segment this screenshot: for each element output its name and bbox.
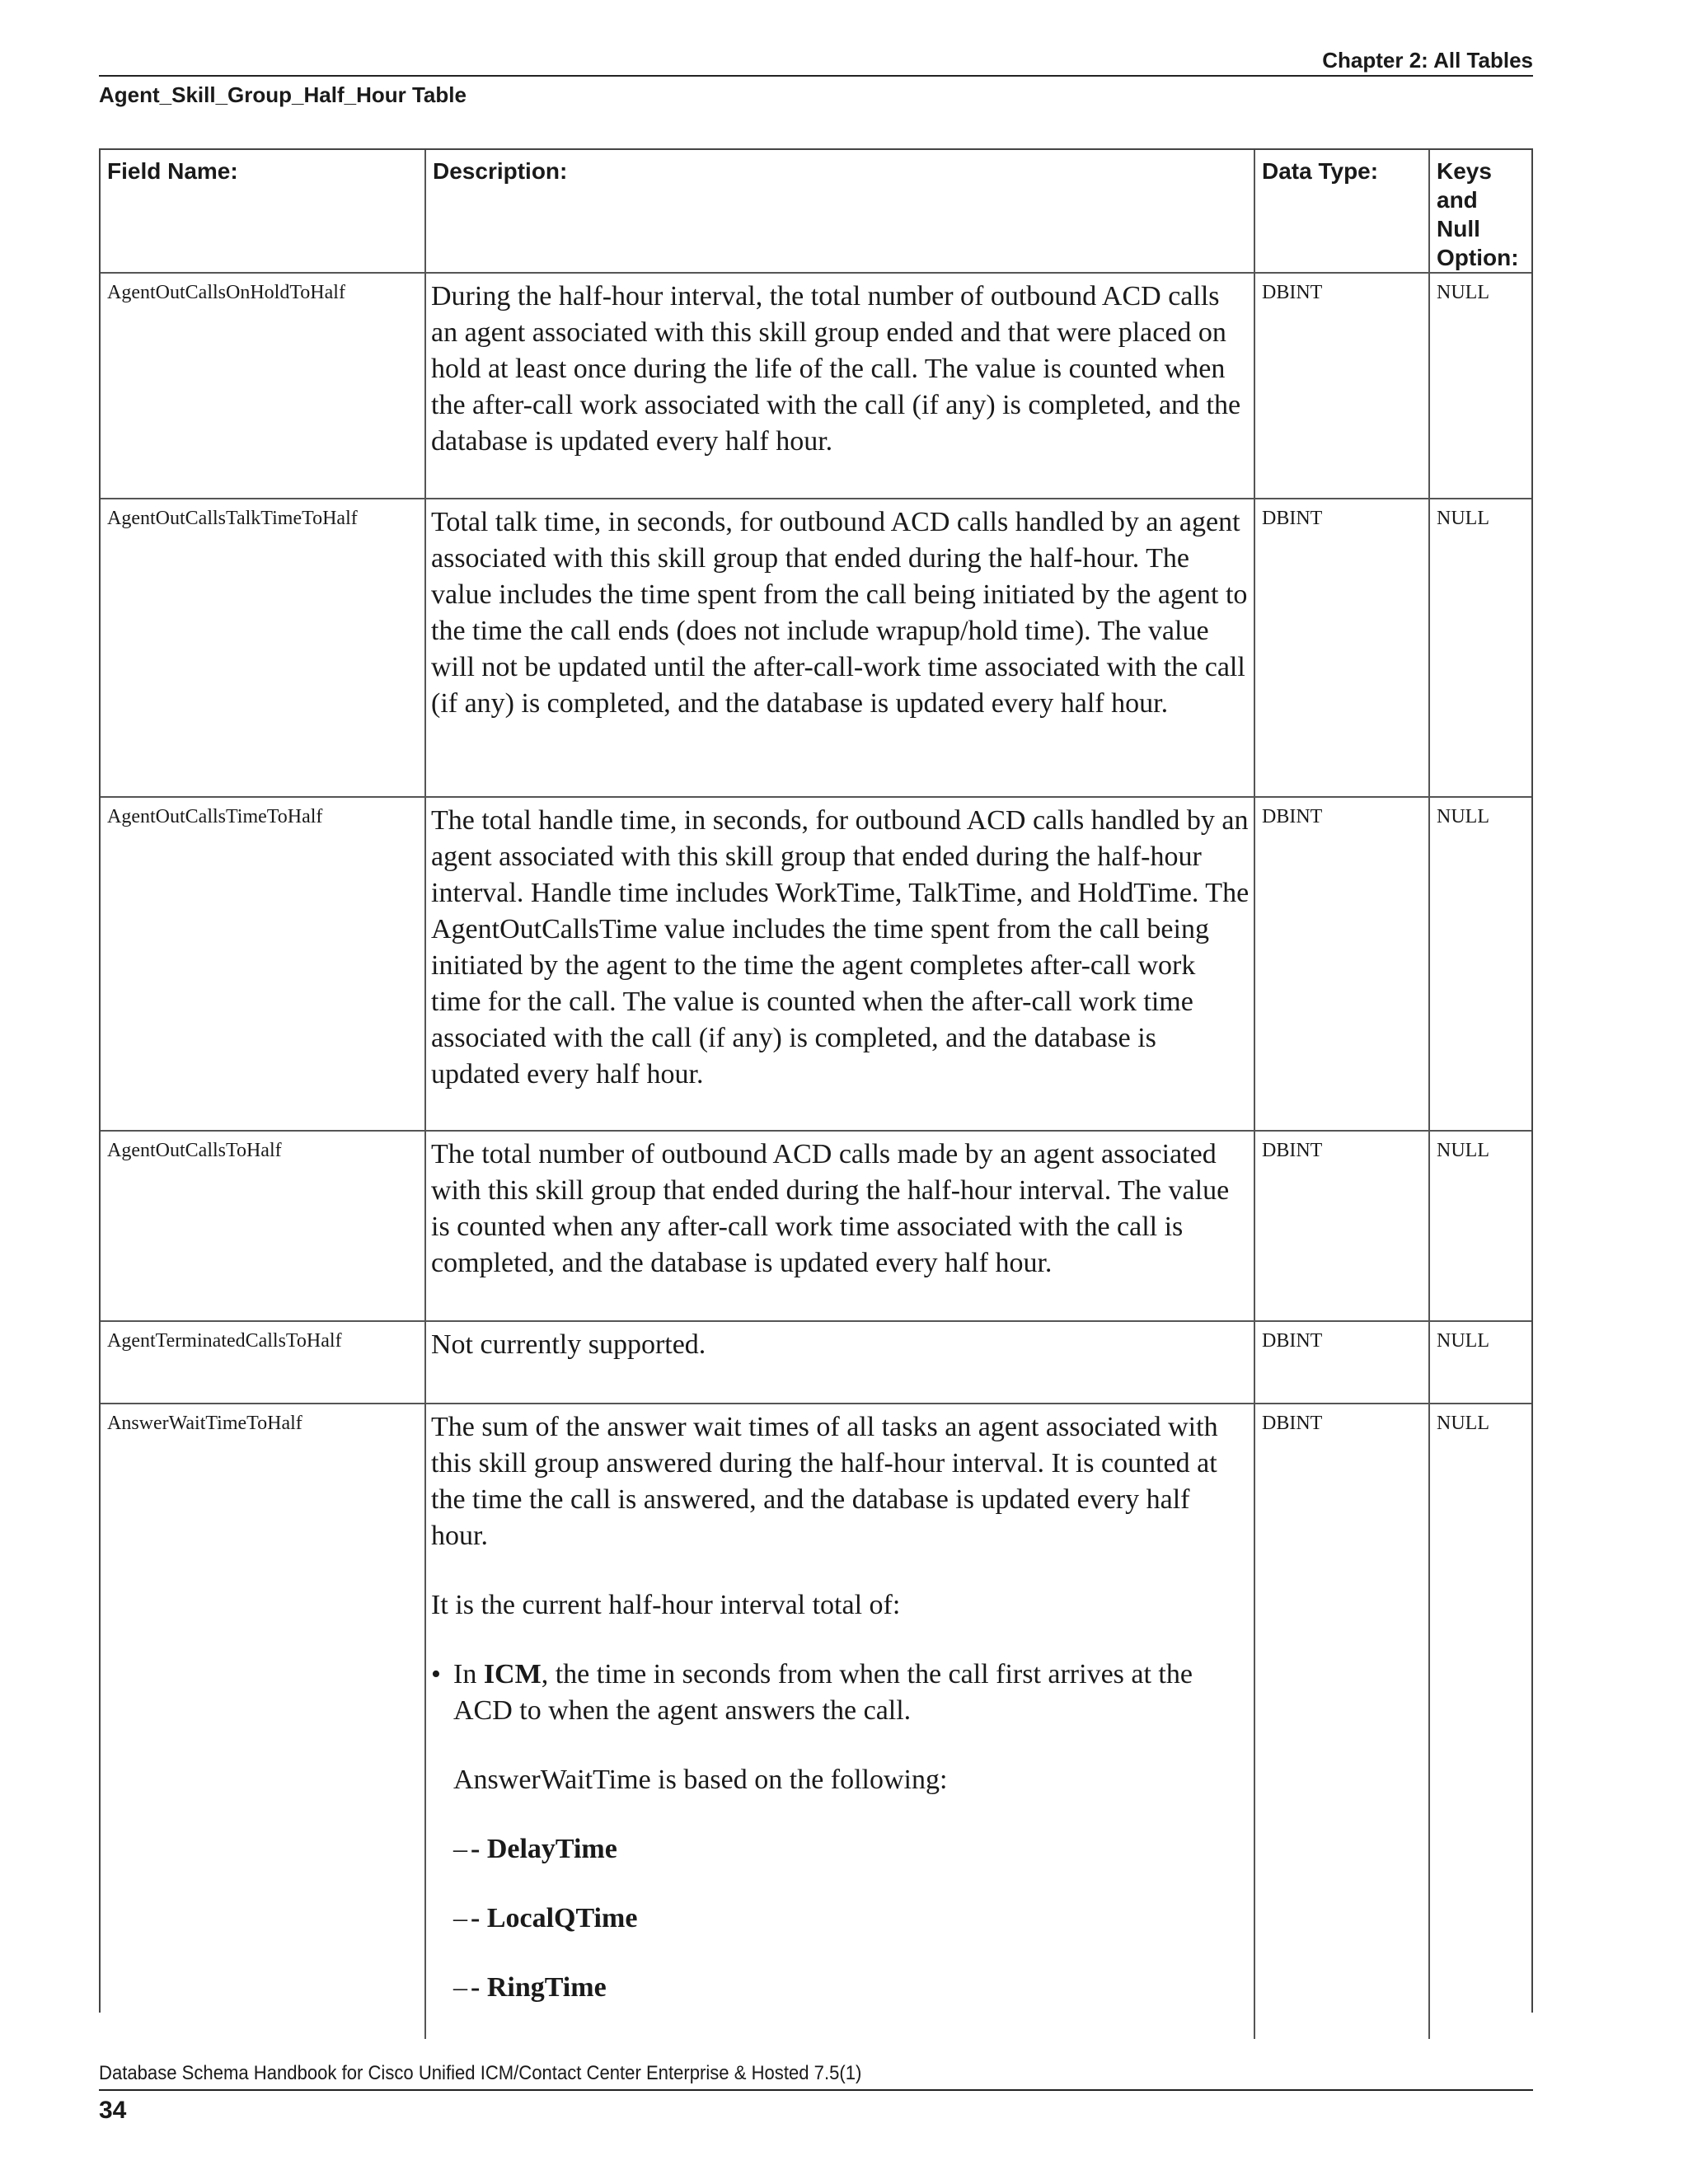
table-header-row bbox=[101, 150, 1531, 273]
description-cell: Not currently supported. bbox=[425, 1321, 1254, 1404]
description-cell: During the half-hour interval, the total number of outbound ACD calls an agent associated with this skill group ended and that were placed on hold at least once during the life of the call. The value is counted when the after-call work associated with the call (if any) is completed, and the database is updated every half hour. bbox=[425, 273, 1254, 499]
keys-cell: NULL bbox=[1429, 1131, 1531, 1321]
table-row bbox=[101, 1321, 1531, 1404]
bullet-term: ICM bbox=[483, 1659, 542, 1690]
field-table bbox=[99, 148, 1533, 2013]
description-cell: Total talk time, in seconds, for outbound ACD calls handled by an agent associated with this skill group that ended during the half-hour. The value includes the time spent from the call being initiated by the agent to the time the call ends (does not include wrapup/hold time). The value will not be updated until the after-call-work time associated with the call (if any) is completed, and the database is updated every half hour. bbox=[425, 499, 1254, 797]
description-paragraph: The sum of the answer wait times of all tasks an agent associated with this skill group answered during the half-hour interval. It is counted at the time the call is answered, and the database is updated every half hour. bbox=[431, 1412, 1218, 1551]
description-cell: The total handle time, in seconds, for outbound ACD calls handled by an agent associated with this skill group that ended during the half-hour interval. Handle time includes WorkTime, TalkTime, and HoldTime. The AgentOutCallsTime value includes the time spent from the call being initiated by the agent to the time the agent completes after-call work time for the call. The value is counted when the after-call work time associated with the call (if any) is completed, and the database is updated every half hour. bbox=[425, 797, 1254, 1131]
dash-icon: – bbox=[453, 1972, 467, 2003]
column-header-keys: Keys and Null Option: bbox=[1429, 150, 1531, 273]
keys-cell: NULL bbox=[1429, 1404, 1531, 2039]
column-header-data-type: Data Type: bbox=[1254, 150, 1429, 273]
dash-item bbox=[453, 1970, 1250, 2006]
data-type-cell: DBINT bbox=[1254, 1131, 1429, 1321]
field-name-cell: AnswerWaitTimeToHalf bbox=[107, 1413, 302, 1434]
footer-book-title: Database Schema Handbook for Cisco Unified ICM/Contact Center Enterprise & Hosted 7.5(1) bbox=[99, 2062, 862, 2084]
field-name-cell: AgentTerminatedCallsToHalf bbox=[101, 1321, 425, 1404]
dash-item bbox=[453, 1831, 1250, 1868]
keys-cell: NULL bbox=[1429, 273, 1531, 499]
section-heading: Agent_Skill_Group_Half_Hour Table bbox=[99, 82, 467, 107]
chapter-heading: Chapter 2: All Tables bbox=[1322, 48, 1533, 73]
sub-list bbox=[431, 1762, 1250, 2006]
table-row bbox=[101, 1131, 1531, 1321]
keys-cell: NULL bbox=[1429, 499, 1531, 797]
table-row bbox=[101, 499, 1531, 797]
data-type-cell: DBINT bbox=[1254, 273, 1429, 499]
table-row bbox=[101, 273, 1531, 499]
bullet-text-rest: , the time in seconds from when the call first arrives at the ACD to when the agent answers the call. bbox=[453, 1659, 1193, 1726]
dash-item-text: - DelayTime bbox=[471, 1834, 617, 1864]
field-name-cell: AgentOutCallsToHalf bbox=[101, 1131, 425, 1321]
column-header-description: Description: bbox=[425, 150, 1254, 273]
sub-paragraph: AnswerWaitTime is based on the following: bbox=[453, 1765, 948, 1795]
data-type-cell: DBINT bbox=[1254, 1404, 1429, 2039]
dash-icon: – bbox=[453, 1834, 467, 1864]
page-number: 34 bbox=[99, 2097, 127, 2124]
table-row bbox=[101, 797, 1531, 1131]
field-name-cell: AgentOutCallsOnHoldToHalf bbox=[101, 273, 425, 499]
bullet-icon: • bbox=[431, 1659, 441, 1690]
keys-cell: NULL bbox=[1429, 797, 1531, 1131]
data-type-cell: DBINT bbox=[1254, 499, 1429, 797]
description-paragraph: It is the current half-hour interval total of: bbox=[431, 1590, 901, 1620]
description-cell: The total number of outbound ACD calls made by an agent associated with this skill group that ended during the half-hour interval. The value is counted when any after-call work time associated with the call is completed, and the database is updated every half hour. bbox=[425, 1131, 1254, 1321]
field-name-cell: AgentOutCallsTimeToHalf bbox=[101, 797, 425, 1131]
data-type-cell: DBINT bbox=[1254, 797, 1429, 1131]
dash-icon: – bbox=[453, 1903, 467, 1933]
bullet-item bbox=[431, 1657, 1250, 1729]
column-header-field-name: Field Name: bbox=[101, 150, 425, 273]
table-row bbox=[101, 1404, 1531, 2039]
bullet-text bbox=[453, 1657, 1250, 1729]
dash-item bbox=[453, 1900, 1250, 1937]
description-cell bbox=[425, 1404, 1254, 2039]
keys-cell: NULL bbox=[1429, 1321, 1531, 1404]
field-name-cell: AgentOutCallsTalkTimeToHalf bbox=[101, 499, 425, 797]
data-type-cell: DBINT bbox=[1254, 1321, 1429, 1404]
dash-item-text: - RingTime bbox=[471, 1972, 607, 2003]
header-rule bbox=[99, 75, 1533, 77]
bullet-text-lead: In bbox=[453, 1659, 484, 1690]
footer-rule bbox=[99, 2089, 1533, 2091]
dash-item-text: - LocalQTime bbox=[471, 1903, 638, 1933]
